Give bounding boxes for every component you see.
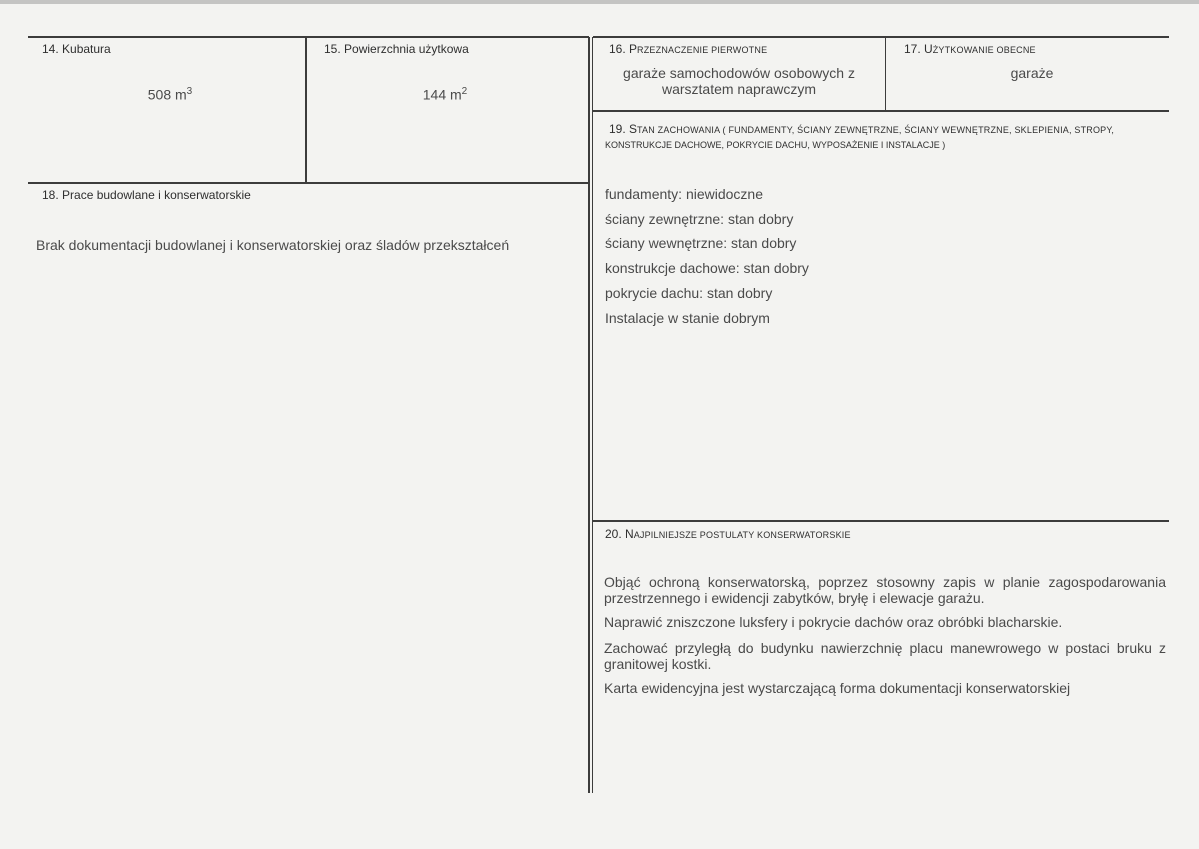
field-16-label: 16. PRZEZNACZENIE PIERWOTNE: [609, 42, 768, 56]
list-item: konstrukcje dachowe: stan dobry: [605, 260, 809, 277]
field-19-list: [605, 182, 809, 330]
field-15-label: 15. Powierzchnia użytkowa: [324, 42, 469, 56]
field-20-paragraph: Naprawić zniszczone luksfery i pokrycie dachów oraz obróbki blacharskie.: [604, 614, 1063, 630]
divider-center-right: [592, 37, 593, 793]
rule-top-left: [28, 36, 589, 38]
field-18-label: 18. Prace budowlane i konserwatorskie: [42, 188, 251, 202]
rule-under-14-15: [28, 182, 589, 184]
divider-16-17: [885, 37, 886, 111]
list-item: ściany wewnętrzne: stan dobry: [605, 235, 797, 252]
field-19-label: 19. STAN ZACHOWANIA ( FUNDAMENTY, ŚCIANY ZEWNĘTRZNE, ŚCIANY WEWNĘTRZNE, SKLEPIENIA, STROPY,: [609, 122, 1115, 136]
field-14-value: 508 $m^3$: [147, 86, 193, 103]
field-17-value: garaże: [1010, 65, 1054, 81]
rule-under-16-17: [592, 110, 1169, 112]
field-20-label: 20. NAJPILNIEJSZE POSTULATY KONSERWATORSKIE: [605, 527, 851, 541]
list-item: Instalacje w stanie dobrym: [605, 309, 770, 326]
field-20-paragraph: Karta ewidencyjna jest wystarczającą forma dokumentacji konserwatorskiej: [604, 680, 1071, 696]
field-14-label: 14. Kubatura: [42, 42, 111, 56]
list-item: pokrycie dachu: stan dobry: [605, 284, 773, 301]
field-18-text: Brak dokumentacji budowlanej i konserwatorskiej oraz śladów przekształceń: [36, 237, 510, 253]
field-16-value: garaże samochodowów osobowych z warsztatem naprawczym: [623, 65, 855, 97]
field-20-paragraph: Zachować przyległą do budynku nawierzchnię placu manewrowego w postaci bruku z granitowej kostki.: [604, 640, 1166, 672]
field-17-label: 17. UŻYTKOWANIE OBECNE: [904, 42, 1036, 56]
list-item: ściany zewnętrzne: stan dobry: [605, 210, 794, 227]
rule-above-20: [592, 520, 1169, 522]
rule-top-right: [593, 36, 1169, 38]
divider-center-left: [588, 37, 590, 793]
field-19-label-line2: KONSTRUKCJE DACHOWE, POKRYCIE DACHU, WYPOSAŻENIE I INSTALACJE ): [605, 140, 946, 150]
divider-14-15: [305, 37, 307, 183]
field-15-value: 144 $m^2$: [422, 86, 468, 103]
field-20-paragraph: Objąć ochroną konserwatorską, poprzez stosowny zapis w planie zagospodarowania przestrzennego i ewidencji zabytków, bryłę i elewacje garażu.: [604, 574, 1166, 606]
list-item: fundamenty: niewidoczne: [605, 186, 763, 202]
scan-top-edge: [0, 0, 1199, 4]
